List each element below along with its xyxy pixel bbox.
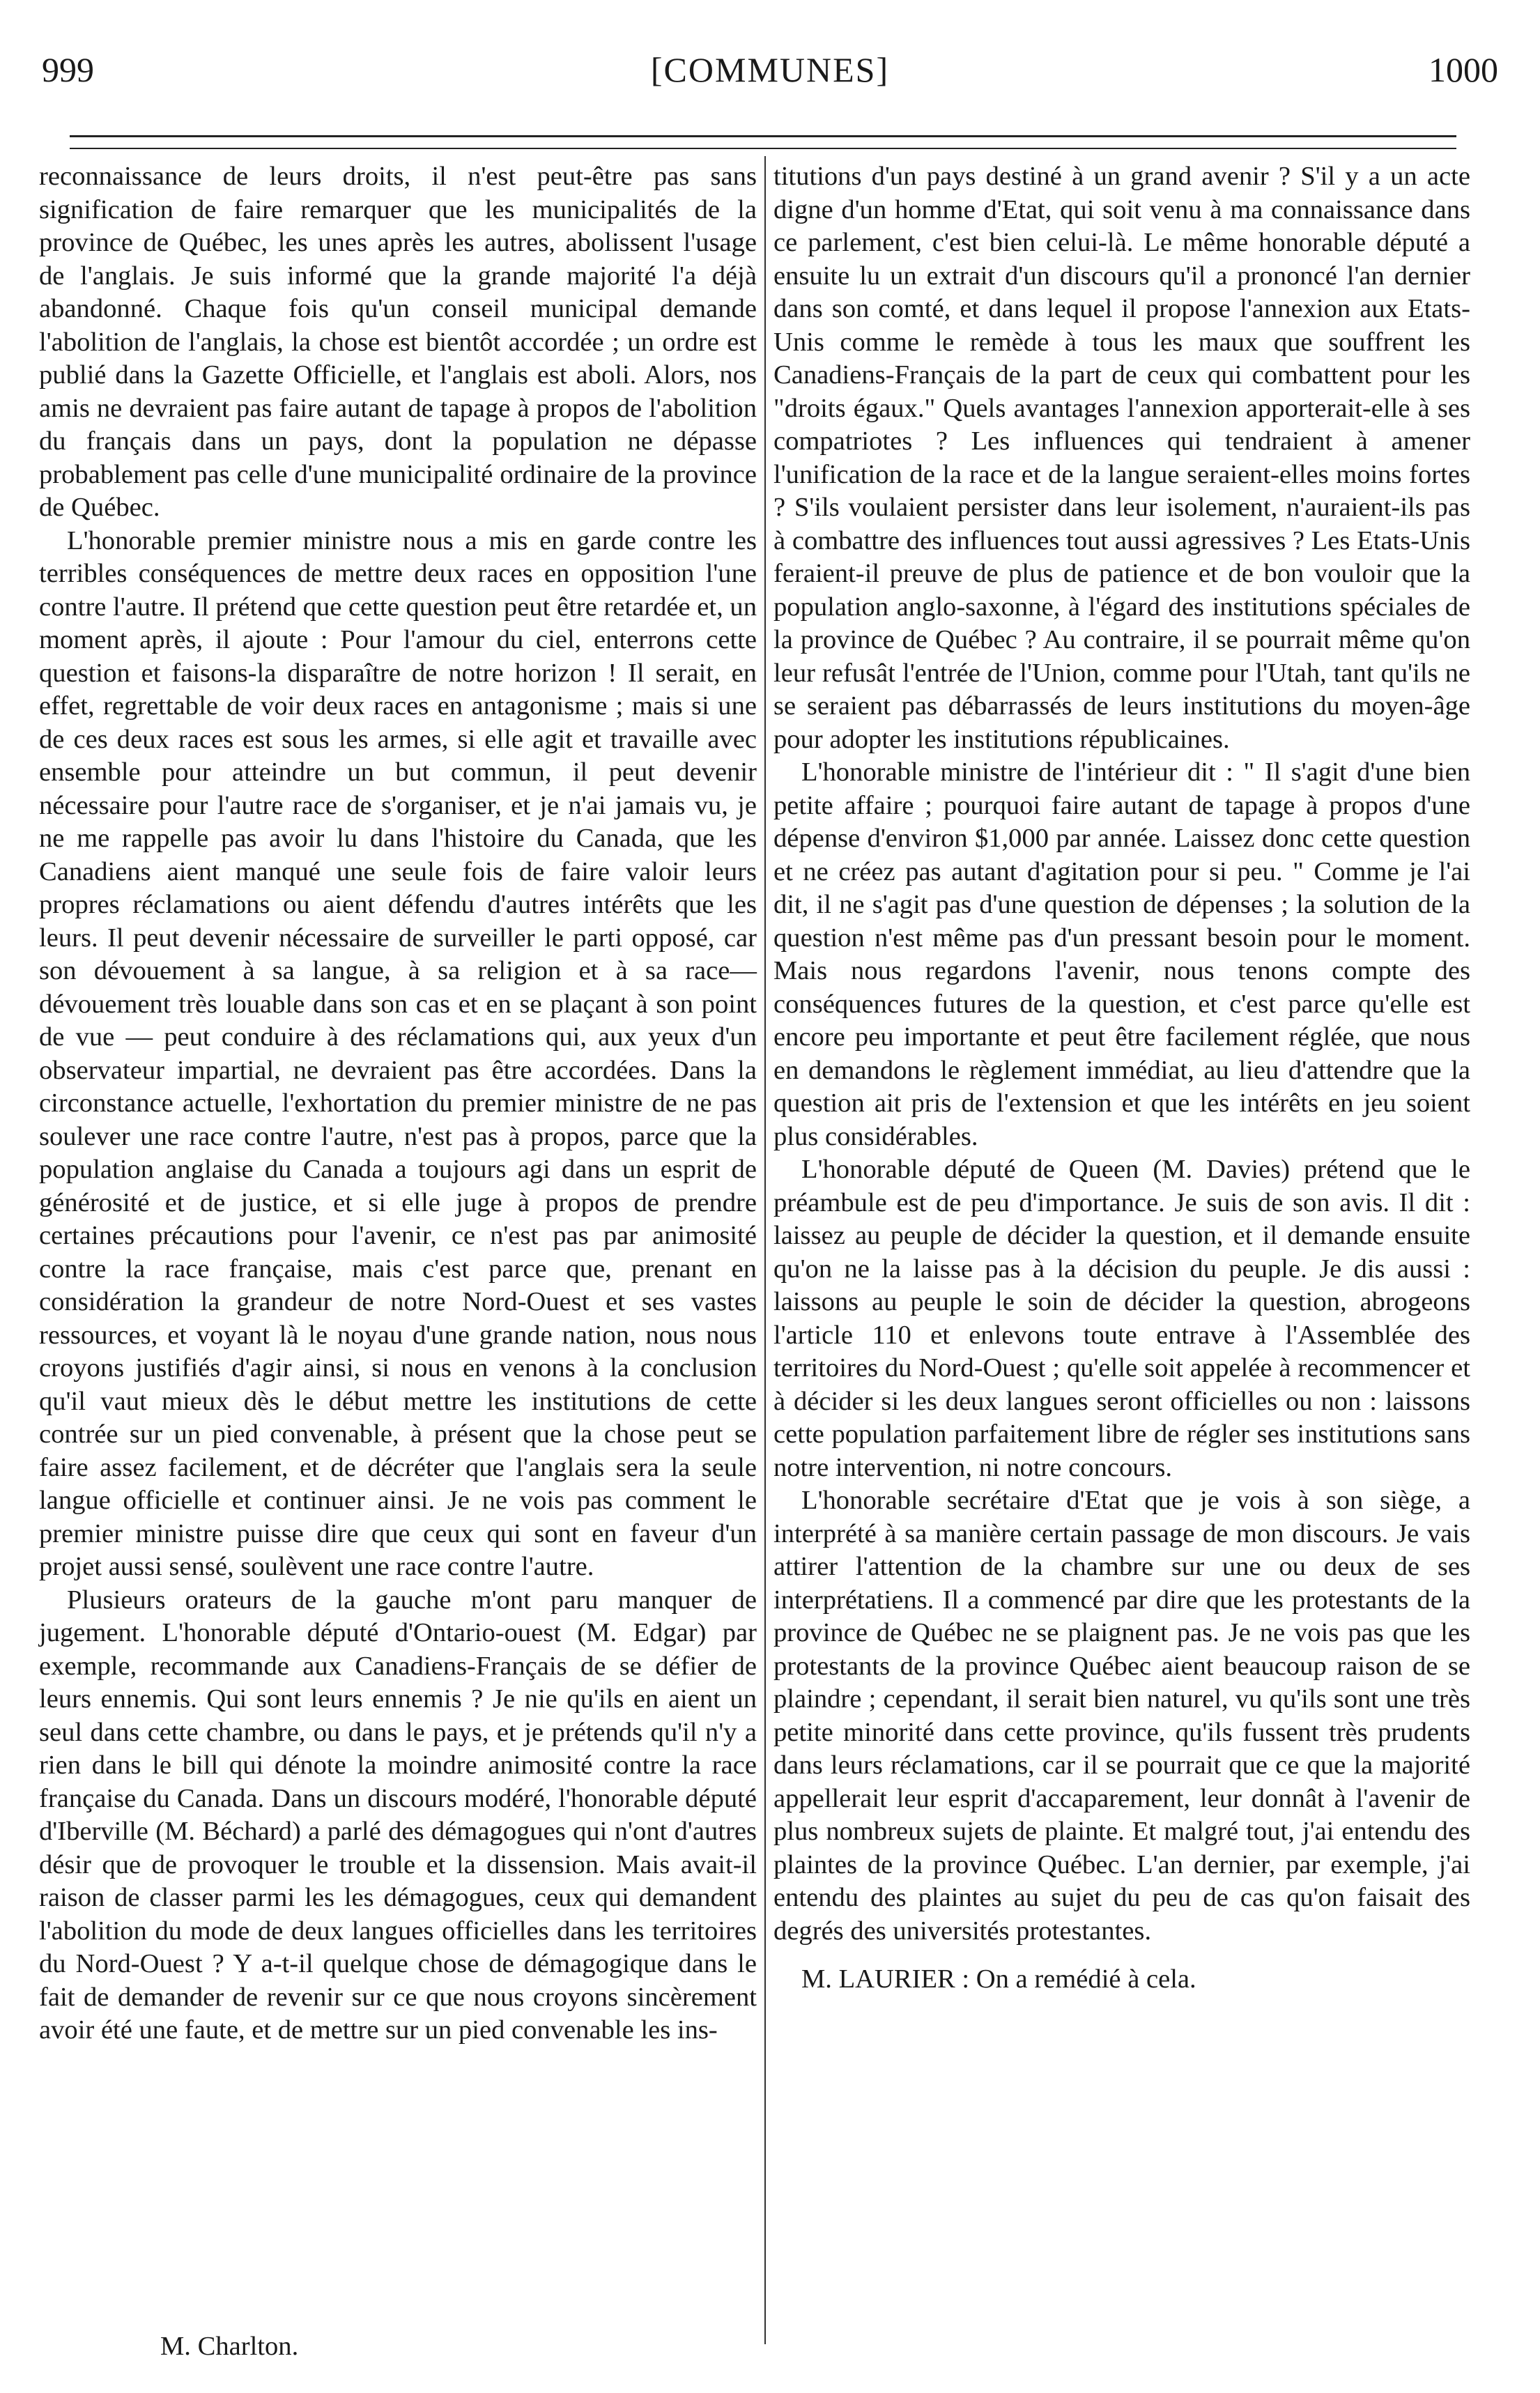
right-paragraph-2: L'honorable ministre de l'intérieur dit : " Il s'agit d'une bien petite affaire ; pourquoi faire autant de tapage à propos d'une dépense d'environ $1,000 par année. Laissez donc cette question et ne créez pas autant d'agitation pour si peu. " Comme je l'ai dit, il ne s'agit pas d'une question de dépenses ; la solution de la question n'est même pas d'un pressant besoin pour le moment. Mais nous regardons l'avenir, nous tenons compte des conséquences futures de la question, et c'est parce qu'elle est encore peu importante et peut être facilement réglée, que nous en demandons le règlement immédiat, au lieu d'attendre que la question ait pris de l'extension et que les intérêts en jeu soient plus considérables.	[773, 757, 1470, 1151]
speaker-line: M. LAURIER : On a remédié à cela.	[801, 1964, 1196, 1994]
running-title: [COMMUNES]	[650, 50, 890, 89]
right-paragraph-4: L'honorable secrétaire d'Etat que je vois à son siège, a interprété à sa manière certain passage de mon discours. Je vais attirer l'attention de la chambre sur une ou deux de ses interprétatiens. Il a commencé par dire que les protestants de la province de Québec ne se plaignent pas. Je ne vois pas que les protestants de la province Québec aient beaucoup raison de se plaindre ; cependant, il serait bien naturel, vu qu'ils sont une très petite minorité dans cette province, qu'ils fussent très prudents dans leurs réclamations, car il se pourrait que ce que la majorité appellerait leur esprit d'accaparement, leur donnât à l'avenir de plus nombreux sujets de plainte. Et malgré tout, j'ai entendu des plaintes de la province Québec. L'an dernier, par exemple, j'ai entendu des plaintes au sujet du peu de cas qu'on faisait des degrés des universités protestantes.	[773, 1486, 1470, 1946]
left-column	[39, 160, 757, 2047]
left-paragraph-3: Plusieurs orateurs de la gauche m'ont paru manquer de jugement. L'honorable député d'Ontario-ouest (M. Edgar) par exemple, recommande aux Canadiens-Français de se défier de leurs ennemis. Qui sont leurs ennemis ? Je nie qu'ils en aient un seul dans cette chambre, ou dans le pays, et je prétends qu'il n'y a rien dans le bill qui dénote la moindre animosité contre la race française du Canada. Dans un discours modéré, l'honorable député d'Iberville (M. Béchard) a parlé des démagogues qui n'ont d'autres désir que de provoquer le trouble et la dissension. Mais avait-il raison de classer parmi les les démagogues, ceux qui demandent l'abolition du mode de deux langues officielles dans les territoires du Nord-Ouest ? Y a-t-il quelque chose de démagogique dans le fait de demander de revenir sur ce que nous croyons sincèrement avoir été une faute, et de mettre sur un pied convenable les ins-	[39, 1585, 757, 2045]
page-header	[42, 42, 1498, 98]
header-rule-top	[70, 135, 1456, 137]
column-divider	[764, 156, 766, 2344]
right-paragraph-3: L'honorable député de Queen (M. Davies) prétend que le préambule est de peu d'importance. Je suis de son avis. Il dit : laissez au peuple de décider la question, et il demande ensuite qu'on ne la laisse pas à la décision du peuple. Je dis aussi : laissons au peuple le soin de décider la question, abrogeons l'article 110 et enlevons toute entrave à l'Assemblée des territoires du Nord-Ouest ; qu'elle soit appelée à recommencer et à décider si les deux langues seront officielles ou non : laissons cette population parfaitement libre de régler ses institutions sans notre intervention, ni notre concours.	[773, 1155, 1470, 1482]
page-number-left: 999	[42, 50, 94, 89]
header-rule-bottom	[70, 148, 1456, 149]
left-paragraph-2: L'honorable premier ministre nous a mis en garde contre les terribles conséquences de mettre deux races en opposition l'une contre l'autre. Il prétend que cette question peut être retardée et, un moment après, il ajoute : Pour l'amour du ciel, enterrons cette question et faisons-la disparaître de notre horizon ! Il serait, en effet, regrettable de voir deux races en antagonisme ; mais si une de ces deux races est sous les armes, si elle agit et travaille avec ensemble pour atteindre un but commun, il peut devenir nécessaire pour l'autre race de s'organiser, et je n'ai jamais vu, je ne me rappelle pas avoir lu dans l'histoire du Canada, que les Canadiens aient manqué une seule fois de faire valoir leurs propres réclamations ou aient défendu d'autres intérêts que les leurs. Il peut devenir nécessaire de surveiller le parti opposé, car son dévouement à sa langue, à sa religion et à sa race—dévouement très louable dans son cas et en se plaçant à son point de vue — peut conduire à des réclamations qui, aux yeux d'un observateur impartial, ne devraient pas être accordées. Dans la circonstance actuelle, l'exhortation du premier ministre de ne pas soulever une race contre l'autre, n'est pas à propos, parce que la population anglaise du Canada a toujours agi dans un esprit de générosité et de justice, et si elle juge à propos de prendre certaines précautions pour l'avenir, ce n'est pas par animosité contre la race française, mais c'est parce que, prenant en considération la grandeur de notre Nord-Ouest et ses vastes ressources, et voyant là le noyau d'une grande nation, nous nous croyons justifiés d'agir ainsi, si nous en venons à la conclusion qu'il vaut mieux dès le début mettre les institutions de cette contrée sur un pied convenable, à présent que la chose peut se faire assez facilement, et de décréter que l'anglais sera la seule langue officielle et continuer ainsi. Je ne vois pas comment le premier ministre puisse dire que ceux qui sont en faveur d'un projet aussi sensé, soulèvent une race contre l'autre.	[39, 525, 757, 1581]
right-column	[773, 160, 1470, 1996]
left-paragraph-1: reconnaissance de leurs droits, il n'est peut-être pas sans signification de faire remarquer que les municipalités de la province de Québec, les unes après les autres, abolissent l'usage de l'anglais. Je suis informé que la grande majorité l'a déjà abandonné. Chaque fois qu'un conseil municipal demande l'abolition de l'anglais, la chose est bientôt accordée ; un ordre est publié dans la Gazette Officielle, et l'anglais est aboli. Alors, nos amis ne devraient pas faire autant de tapage à propos de l'abolition du français dans un pays, dont la population ne dépasse probablement pas celle d'une municipalité ordinaire de la province de Québec.	[39, 162, 757, 522]
right-paragraph-1: titutions d'un pays destiné à un grand avenir ? S'il y a un acte digne d'un homme d'Etat, qui soit venu à ma connaissance dans ce parlement, c'est bien celui-là. Le même honorable député a ensuite lu un extrait d'un discours qu'il a prononcé l'an dernier dans son comté, et dans lequel il propose l'annexion aux Etats-Unis comme le remède à tous les maux que souffrent les Canadiens-Français de la part de ceux qui combattent pour les "droits égaux." Quels avantages l'annexion apporterait-elle à ses compatriotes ? Les influences qui tendraient à amener l'unification de la race et de la langue seraient-elles moins fortes ? S'ils voulaient persister dans leur isolement, n'auraient-ils pas à combattre des influences tout aussi agressives ? Les Etats-Unis feraient-il preuve de plus de patience et de bon vouloir que la population anglo-saxonne, à l'égard des institutions spéciales de la province de Québec ? Au contraire, il se pourrait même qu'on leur refusât l'entrée de l'Union, comme pour l'Utah, tant qu'ils ne se seraient pas débarrassés de leurs institutions du moyen-âge pour adopter les institutions républicaines.	[773, 162, 1470, 754]
page-footer-speaker: M. Charlton.	[160, 2332, 299, 2361]
page-number-right: 1000	[1429, 50, 1498, 89]
